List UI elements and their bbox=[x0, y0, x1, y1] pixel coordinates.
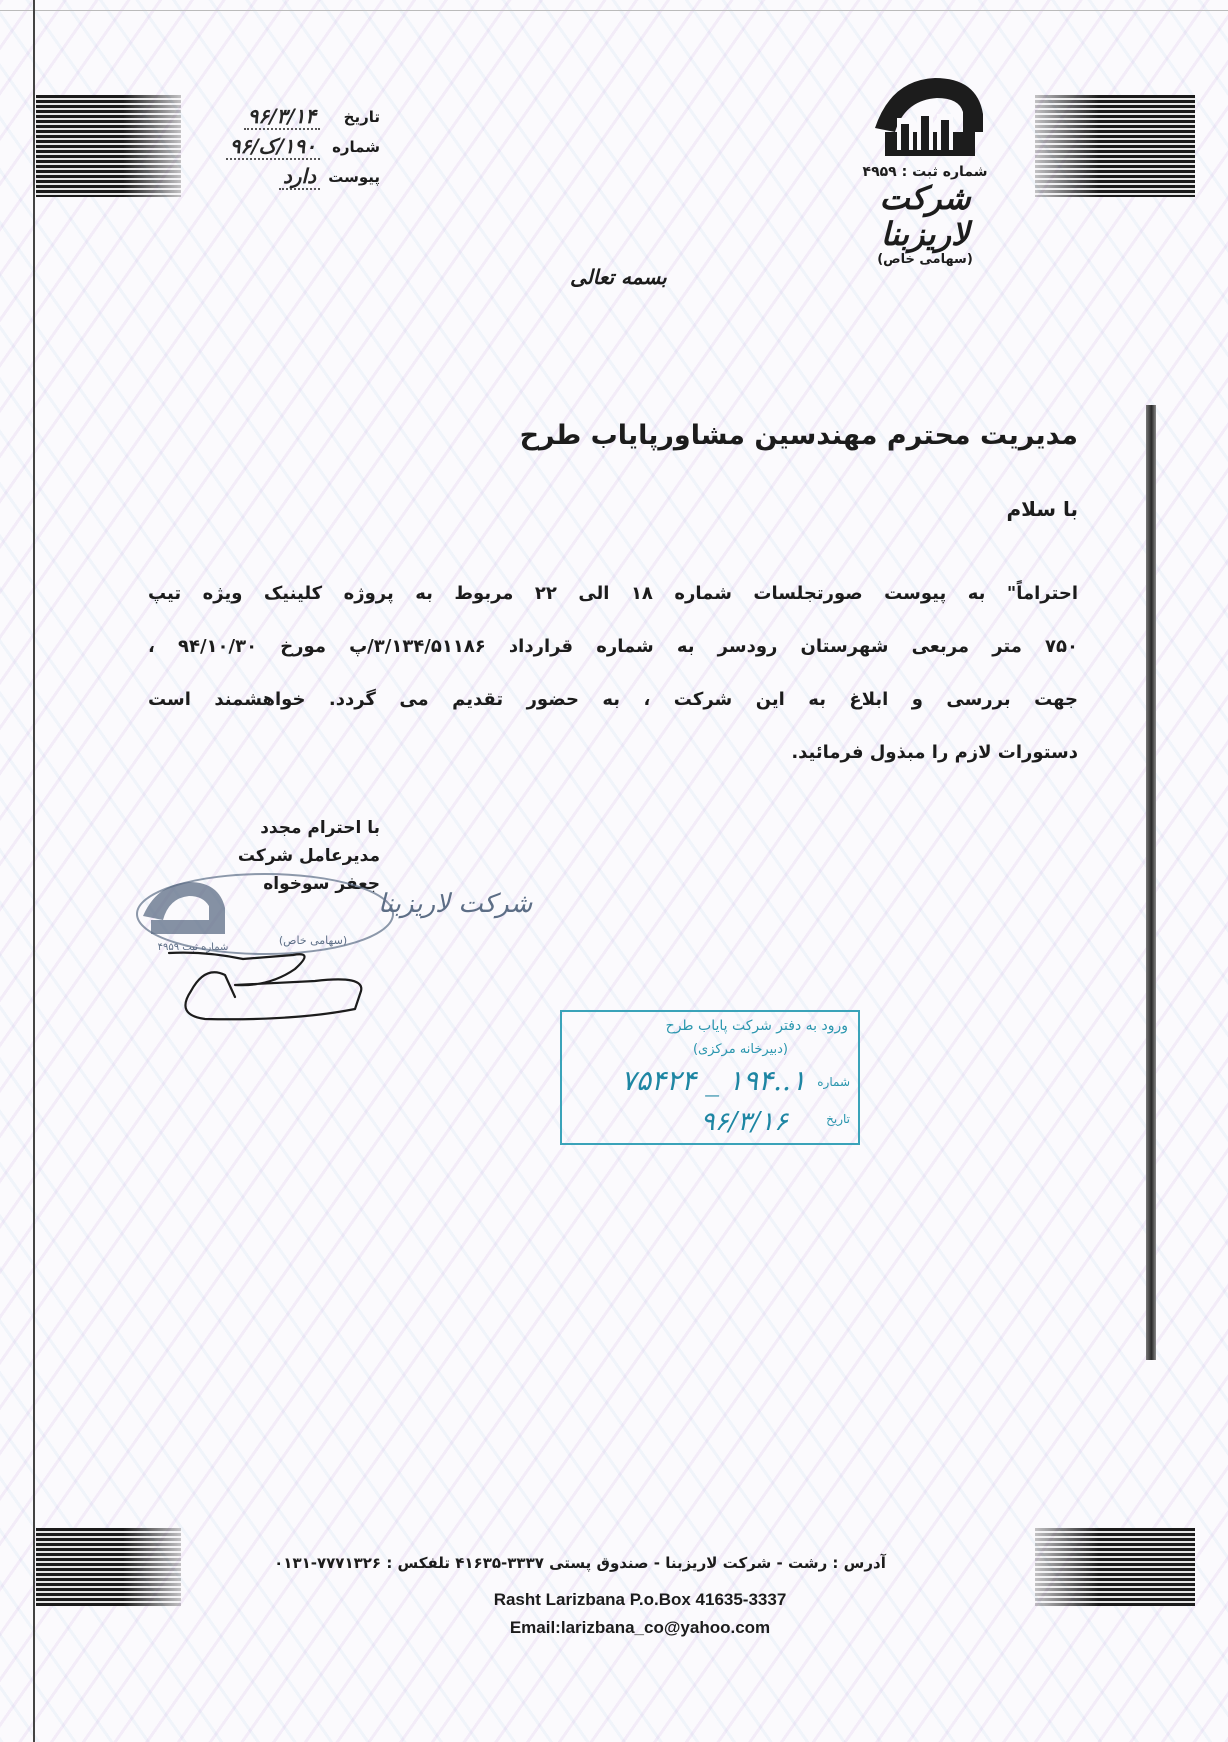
header-stripes-right bbox=[1035, 95, 1195, 197]
receipt-stamp-subtitle: (دبیرخانه مرکزی) bbox=[692, 1042, 788, 1057]
footer-email: Email:larizbana_co@yahoo.com bbox=[509, 1618, 771, 1637]
letter-meta bbox=[190, 104, 380, 194]
receipt-date-value: ۹۶/۳/۱۶ bbox=[700, 1107, 788, 1137]
attachment-row bbox=[190, 164, 380, 194]
header-stripes-left bbox=[36, 95, 181, 197]
closing: با احترام مجدد bbox=[260, 818, 380, 838]
footer-address-en: Rasht Larizbana P.o.Box 41635-3337 bbox=[493, 1590, 787, 1609]
receipt-stamp bbox=[560, 1010, 860, 1145]
seal-registration: شماره ثبت ۴۹۵۹ bbox=[157, 942, 229, 953]
signer-name: جعفر سوخواه bbox=[263, 874, 380, 894]
body-line-1: احتراماً" به پیوست صورتجلسات شماره ۱۸ الی ۲۲ مربوط به پروژه کلینیک ویژه تیپ bbox=[148, 583, 1078, 604]
greeting: با سلام bbox=[1006, 497, 1078, 521]
invocation: بسمه تعالی bbox=[570, 265, 667, 289]
number-label: شماره bbox=[332, 138, 380, 156]
body-line-3: جهت بررسی و ابلاغ به این شرکت ، به حضور تقدیم می گردد. خواهشمند است bbox=[148, 689, 1078, 710]
number-value: ۱۹۰/ک/۹۶ bbox=[226, 134, 320, 160]
logo-company-name: شرکت لاریزبنا bbox=[879, 179, 971, 253]
attachment-value: دارد bbox=[279, 164, 320, 190]
scan-edge-left bbox=[33, 0, 35, 1742]
body-line-4: دستورات لازم را مبذول فرمائید. bbox=[791, 742, 1078, 763]
logo-registration: شماره ثبت : ۴۹۵۹ bbox=[862, 164, 988, 180]
receipt-number-label: شماره bbox=[817, 1075, 850, 1089]
seal-name: شرکت لاریزبنا bbox=[378, 889, 533, 919]
signer-title: مدیرعامل شرکت bbox=[237, 846, 380, 866]
scan-edge-top bbox=[0, 10, 1228, 11]
number-row bbox=[190, 134, 380, 164]
receipt-date-label: تاریخ bbox=[826, 1112, 850, 1126]
date-label: تاریخ bbox=[343, 108, 380, 126]
footer-address: آدرس : رشت - شرکت لاریزبنا - صندوق پستی ۳۳۳۷-۴۱۶۳۵ تلفکس : ۷۷۷۱۳۲۶-۰۱۳۱ bbox=[274, 1554, 886, 1572]
building-logo-icon bbox=[855, 70, 995, 162]
seal-type: (سهامی خاص) bbox=[278, 934, 348, 947]
receipt-number-value: ۱..۱۹۴ _ ۷۵۴۲۴ bbox=[621, 1064, 806, 1097]
company-logo bbox=[830, 70, 1020, 270]
body-line-2: ۷۵۰ متر مربعی شهرستان رودسر به شماره قرارداد ۳/۱۳۴/۵۱۱۸۶/پ مورخ ۹۴/۱۰/۳۰ ، bbox=[148, 636, 1078, 657]
handwritten-signature bbox=[165, 925, 375, 1030]
date-row bbox=[190, 104, 380, 134]
logo-company-type: (سهامی خاص) bbox=[877, 252, 973, 267]
footer-stripes-left bbox=[36, 1528, 181, 1606]
date-value: ۹۶/۳/۱۴ bbox=[244, 104, 320, 130]
addressee: مدیریت محترم مهندسین مشاورپایاب طرح bbox=[519, 420, 1078, 451]
footer-stripes-right bbox=[1035, 1528, 1195, 1606]
attachment-label: پیوست bbox=[328, 168, 380, 186]
right-margin-bar bbox=[1146, 405, 1156, 1360]
receipt-stamp-title: ورود به دفتر شرکت پایاب طرح bbox=[665, 1018, 848, 1034]
